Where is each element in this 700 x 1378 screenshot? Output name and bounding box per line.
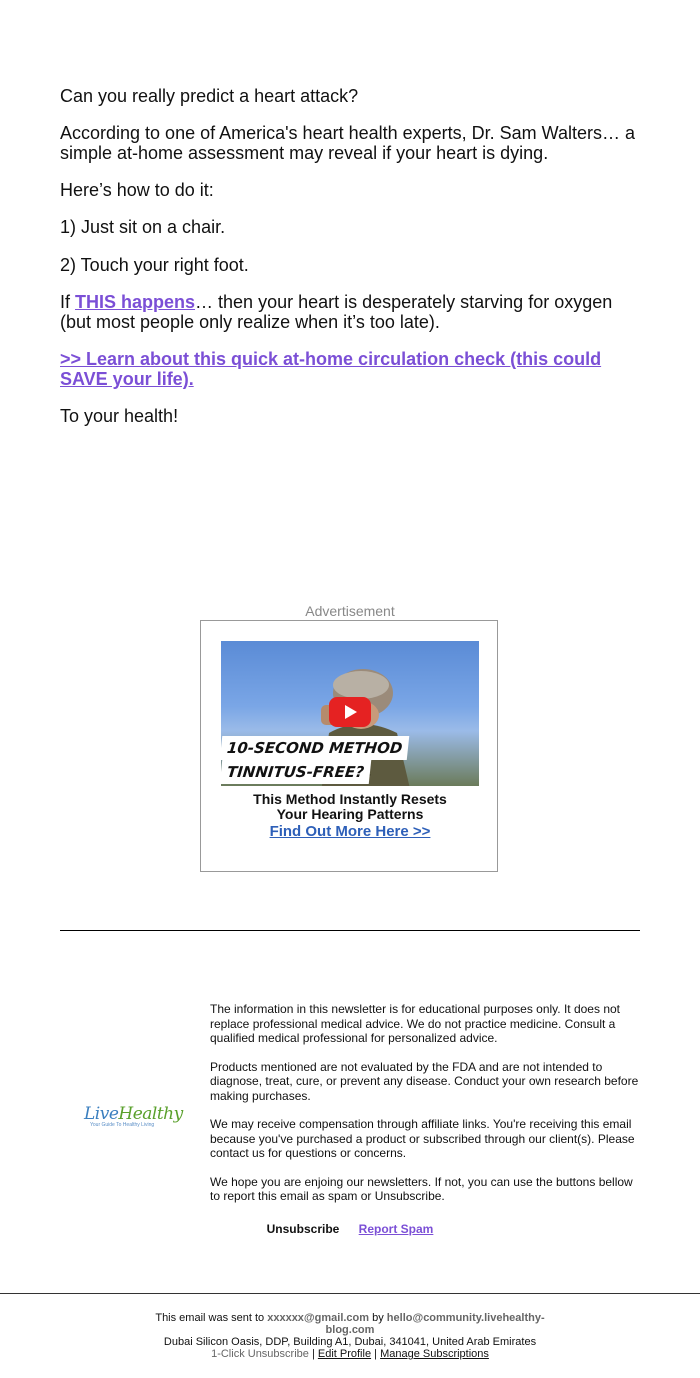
unsubscribe-button[interactable]: Unsubscribe [266, 1222, 340, 1236]
edit-profile-link[interactable]: Edit Profile [317, 1348, 372, 1360]
disclaimer-p2: Products mentioned are not evaluated by the FDA and are not intended to diagnose, treat, cure, or prevent any disease. Conduct your own research before making purchases. [210, 1059, 639, 1103]
logo-wordmark [84, 1104, 183, 1124]
step-2: 2) Touch your right foot. [60, 255, 249, 275]
signoff: To your health! [60, 406, 179, 426]
section-divider [60, 930, 640, 931]
by-text: by [369, 1312, 387, 1324]
how-to-heading: Here’s how to do it: [60, 180, 214, 200]
footer-divider [0, 1293, 700, 1294]
email-actions [0, 1222, 700, 1236]
disclaimer-p3: We may receive compensation through affiliate links. You're receiving this email because you've purchased a product or subscribed through our client(s). Please contact us for questions or concerns. [210, 1117, 635, 1160]
manage-subscriptions-link[interactable]: Manage Subscriptions [380, 1348, 489, 1360]
ad-find-out-more-link[interactable]: Find Out More Here >> [269, 823, 431, 840]
play-icon[interactable] [329, 697, 371, 727]
one-click-unsubscribe-link[interactable]: 1-Click Unsubscribe [211, 1348, 309, 1360]
cta-paragraph [60, 349, 645, 389]
ad-headline [201, 792, 499, 822]
livehealthy-logo [84, 1104, 183, 1134]
sent-prefix: This email was sent to [155, 1312, 268, 1324]
ad-headline-line2: Your Hearing Patterns [276, 806, 424, 822]
logo-live: Live [84, 1104, 119, 1124]
disclaimer-p1: The information in this newsletter is for educational purposes only. It does not replace professional medical advice. We do not practice medicine. Consult a qualified medical professional for personalized advice. [210, 1002, 620, 1045]
ad-caption-line2: TINNITUS-FREE? [221, 760, 371, 784]
recipient-email: xxxxxx@gmail.com [267, 1312, 370, 1324]
symptom-paragraph [60, 292, 645, 332]
ad-headline-line1: This Method Instantly Resets [253, 791, 447, 807]
ad-banner[interactable] [200, 620, 498, 872]
intro-paragraph: According to one of America's heart health experts, Dr. Sam Walters… a simple at-home assessment may reveal if your heart is dying. [60, 123, 636, 163]
step-1: 1) Just sit on a chair. [60, 217, 226, 237]
sent-to-line [150, 1312, 550, 1336]
email-body [60, 86, 645, 443]
ad-video-thumbnail[interactable] [221, 641, 479, 786]
disclaimer-p4: We hope you are enjoing our newsletters. If not, you can use the buttons bellow to report this email as spam or Unsubscribe. [210, 1174, 633, 1203]
logo-healthy: Healthy [118, 1104, 183, 1124]
footer-links [150, 1348, 550, 1360]
email-footer [150, 1312, 550, 1360]
report-spam-link[interactable]: Report Spam [358, 1222, 434, 1236]
cta-link[interactable]: >> Learn about this quick at-home circulation check (this could SAVE your life). [60, 349, 602, 389]
footer-sep-2: | [371, 1348, 381, 1360]
footer-sep-1: | [308, 1348, 318, 1360]
disclaimer [210, 1002, 642, 1218]
symptom-suffix: … then your heart is desperately starving for oxygen (but most people only realize when it’s too late). [60, 292, 613, 332]
advertisement-label: Advertisement [305, 603, 395, 619]
logo-tagline: Your Guide To Healthy Living [90, 1122, 155, 1128]
this-happens-link[interactable]: THIS happens [75, 292, 196, 312]
company-address: Dubai Silicon Oasis, DDP, Building A1, Dubai, 341041, United Arab Emirates [163, 1336, 537, 1348]
ad-caption-line1: 10-SECOND METHOD [221, 736, 410, 760]
sender-email: hello@community.livehealthy-blog.com [325, 1312, 545, 1336]
intro-question: Can you really predict a heart attack? [60, 86, 359, 106]
symptom-prefix: If [60, 292, 76, 312]
